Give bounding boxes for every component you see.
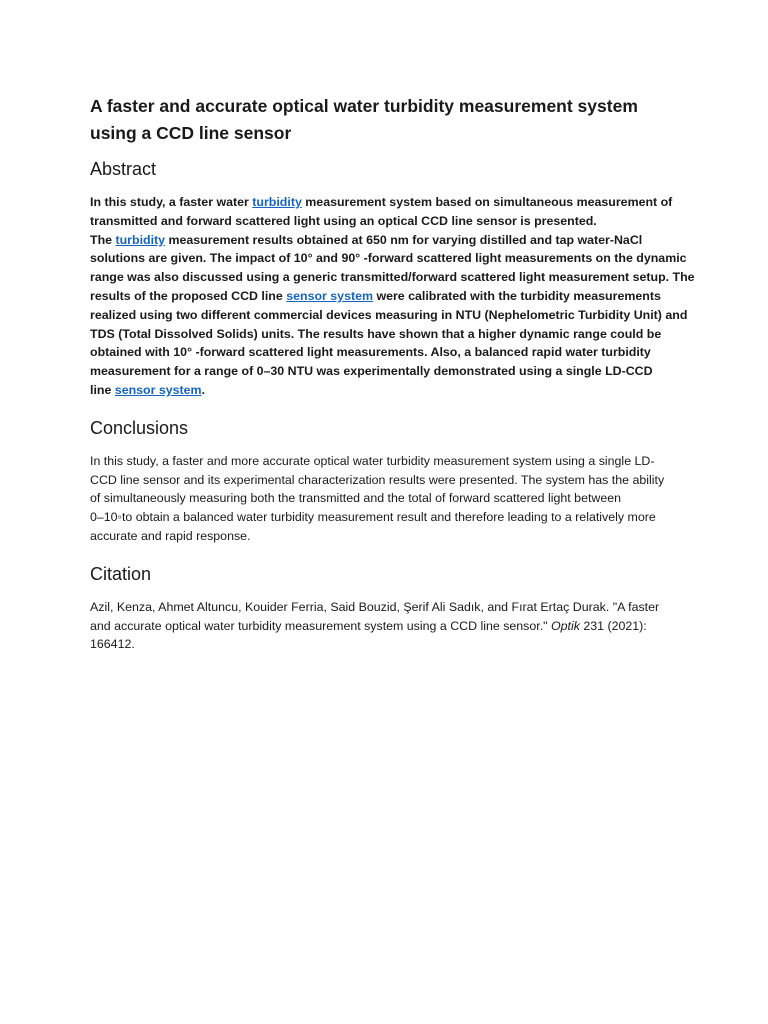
sensor-system-link[interactable]: sensor system	[286, 288, 374, 303]
conclusions-paragraph	[90, 452, 682, 546]
abstract-line: line sensor system.	[90, 382, 206, 397]
journal-name: Optik	[551, 618, 580, 633]
abstract-line: measurement for a range of 0–30 NTU was experimentally demonstrated using a single LD-CCD	[90, 364, 653, 379]
abstract-line: TDS (Total Dissolved Solids) units. The results have shown that a higher dynamic range could be	[90, 326, 662, 341]
conclusions-line: In this study, a faster and more accurate optical water turbidity measurement system using a single LD-	[90, 453, 655, 468]
abstract-line: The turbidity measurement results obtained at 650 nm for varying distilled and tap water-NaCl	[90, 232, 643, 247]
abstract-line: range was also discussed using a generic transmitted/forward scattered light measurement setup. The	[90, 270, 695, 285]
abstract-line: solutions are given. The impact of 10° and 90° -forward scattered light measurements on the dynamic	[90, 251, 687, 266]
citation-line: 166412.	[90, 637, 135, 652]
document-title	[90, 93, 682, 147]
document-page	[90, 93, 695, 670]
abstract-line: In this study, a faster water turbidity measurement system based on simultaneous measurement of	[90, 195, 673, 209]
citation-paragraph	[90, 598, 682, 654]
conclusions-heading: Conclusions	[90, 417, 189, 438]
abstract-line: obtained with 10° -forward scattered light measurements. Also, a balanced rapid water turbidity	[90, 345, 651, 360]
abstract-heading: Abstract	[90, 159, 157, 179]
conclusions-line: CCD line sensor and its experimental characterization results were presented. The system has the ability	[90, 472, 665, 487]
title-line-2: using a CCD line sensor	[90, 123, 292, 143]
abstract-line: results of the proposed CCD line sensor system were calibrated with the turbidity measurements	[90, 288, 661, 303]
conclusions-line: accurate and rapid response.	[90, 528, 251, 543]
turbidity-link[interactable]: turbidity	[252, 195, 302, 209]
citation-line: Azil, Kenza, Ahmet Altuncu, Kouider Ferria, Said Bouzid, Şerif Ali Sadık, and Fırat Ertaç Durak. "A faster	[90, 599, 660, 614]
abstract-paragraph	[90, 193, 695, 400]
citation-line: and accurate optical water turbidity measurement system using a CCD line sensor." Optik 231 (2021):	[90, 618, 647, 633]
conclusions-line: of simultaneously measuring both the transmitted and the total of forward scattered light between	[90, 491, 622, 506]
conclusions-line: 0–10◦to obtain a balanced water turbidity measurement result and therefore leading to a relatively more	[90, 510, 656, 525]
abstract-line: realized using two different commercial devices measuring in NTU (Nephelometric Turbidity Unit) and	[90, 307, 688, 322]
sensor-system-link[interactable]: sensor system	[114, 382, 202, 397]
turbidity-link[interactable]: turbidity	[115, 232, 166, 247]
abstract-line: transmitted and forward scattered light using an optical CCD line sensor is presented.	[90, 213, 597, 228]
citation-heading: Citation	[90, 563, 152, 584]
title-line-1: A faster and accurate optical water turbidity measurement system	[90, 96, 638, 116]
